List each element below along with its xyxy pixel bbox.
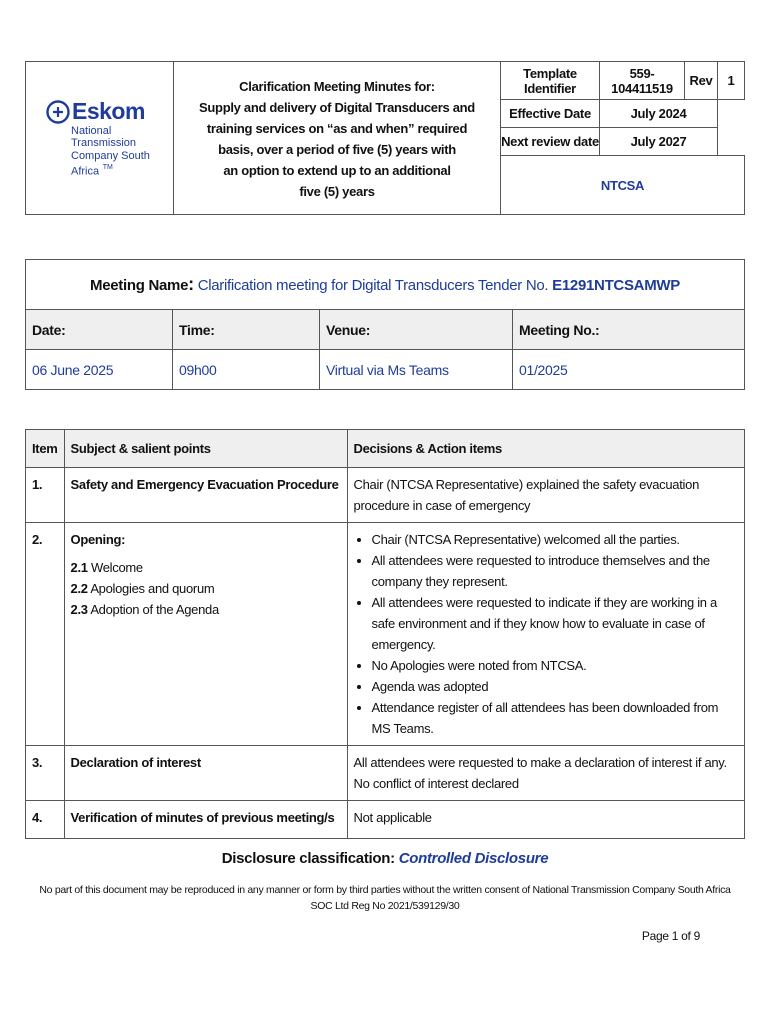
document-header-table [25,61,745,215]
eskom-emblem-icon [46,100,70,124]
next-review-label: Next review date [501,128,600,156]
table-row [26,746,745,801]
table-row [26,468,745,523]
org-name: NTCSA [501,156,745,215]
disclosure-label: Disclosure classification: [221,850,395,867]
meeting-date: 06 June 2025 [26,350,173,390]
title-line-2: Supply and delivery of Digital Transducers and [199,100,475,115]
logo-line-2: Company South Africa [71,150,150,178]
next-review-value: July 2027 [600,128,718,156]
col-subject-header: Subject & salient points [64,430,347,468]
bullet-list [354,529,738,739]
item-decision: Not applicable [347,801,744,839]
sub-item-text: Apologies and quorum [90,581,215,596]
minutes-items-table [25,429,745,839]
title-line-6: five (5) years [299,184,375,199]
page-number: Page 1 of 9 [641,929,700,943]
meeting-name-colon: : [188,274,194,294]
logo-line-1: National Transmission [71,125,136,150]
item-decision: All attendees were requested to make a declaration of interest if any. No conflict of interest declared [347,746,744,801]
sub-item [71,557,341,578]
effective-date-value: July 2024 [600,100,718,128]
item-subject: Verification of minutes of previous meeting/s [64,801,347,839]
sub-item [71,599,341,620]
meeting-name-label: Meeting Name [90,277,189,294]
title-line-5: an option to extend up to an additional [223,163,451,178]
notice-line-2: SOC Ltd Reg No 2021/539129/30 [310,900,460,912]
sub-item-number: 2.1 [70,560,88,575]
eskom-logo [26,98,173,177]
item-subject: Declaration of interest [64,746,347,801]
time-label: Time: [173,310,320,350]
title-line-3: training services on “as and when” required [206,121,468,136]
title-line-1: Clarification Meeting Minutes for: [239,79,435,94]
title-line-4: basis, over a period of five (5) years with [218,142,456,157]
list-item: • All attendees were requested to introduce themselves and the company they represent. [372,550,738,592]
item-number: 4. [26,801,65,839]
logo-cell [26,62,174,215]
meeting-name-row [26,260,745,310]
item-subject-block [64,523,347,746]
template-identifier-value: 559-104411519 [600,62,685,100]
list-item: • All attendees were requested to indicate if they are working in a safe environment and if they know how to evaluate in case of emergency. [372,592,738,655]
list-item: • Chair (NTCSA Representative) welcomed all the parties. [372,529,738,550]
meeting-number-label: Meeting No.: [513,310,745,350]
item-subject: Opening: [70,532,126,547]
disclosure-value: Controlled Disclosure [398,850,549,867]
table-row [26,523,745,746]
blank-cell [718,100,745,128]
meeting-number: 01/2025 [513,350,745,390]
item-number: 1. [26,468,65,523]
template-identifier-label: Template Identifier [501,62,600,100]
sub-item-number: 2.2 [70,581,88,596]
list-item: • No Apologies were noted from NTCSA. [372,655,738,676]
col-decisions-header: Decisions & Action items [347,430,744,468]
list-item: • Attendance register of all attendees has been downloaded from MS Teams. [372,697,738,739]
disclosure-classification [0,850,770,867]
rev-label: Rev [685,62,718,100]
blank-cell [718,128,745,156]
sub-item-text: Welcome [91,560,143,575]
col-item-header: Item [26,430,65,468]
tender-number: E1291NTCSAMWP [552,277,680,294]
venue-label: Venue: [320,310,513,350]
item-subject: Safety and Emergency Evacuation Procedure [64,468,347,523]
item-decision: Chair (NTCSA Representative) explained the safety evacuation procedure in case of emergency [347,468,744,523]
item-number: 3. [26,746,65,801]
meeting-name-value: Clarification meeting for Digital Transducers Tender No. [197,277,549,294]
date-label: Date: [26,310,173,350]
meeting-time: 09h00 [173,350,320,390]
table-row [26,801,745,839]
document-title [174,62,501,215]
list-item: • Agenda was adopted [372,676,738,697]
rev-value: 1 [718,62,745,100]
logo-tm: TM [102,164,113,172]
meeting-details-table [25,259,745,390]
sub-item-number: 2.3 [70,602,88,617]
item-decision-list [347,523,744,746]
sub-item [71,578,341,599]
effective-date-label: Effective Date [501,100,600,128]
item-number: 2. [26,523,65,746]
logo-brand: Eskom [72,98,145,125]
copyright-notice [0,882,770,914]
sub-item-text: Adoption of the Agenda [90,602,219,617]
notice-line-1: No part of this document may be reproduced in any manner or form by third parties without the written consent of National Transmission Company South Africa [39,884,731,896]
meeting-venue: Virtual via Ms Teams [320,350,513,390]
